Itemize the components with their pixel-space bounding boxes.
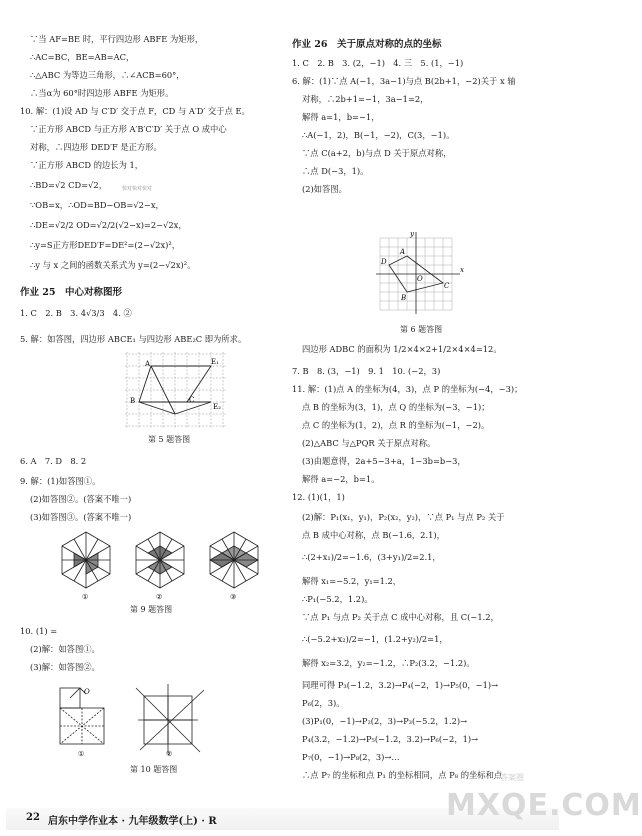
fig5-label: A	[145, 360, 151, 368]
fig10-label: O	[84, 688, 90, 696]
text-line: (3)P₁(0，−1)→P₂(2，3)→P₃(−5.2，1.2)→	[302, 716, 468, 726]
figure-caption: 第 9 题答图	[130, 605, 173, 614]
fig9-label: ②	[156, 593, 163, 601]
fig5-label: E₁	[211, 358, 219, 366]
text-line: ∴BD=√2 CD=√2，	[30, 180, 107, 190]
text-line: ∴y 与 x 之间的函数关系式为 y=(2−√2x)²。	[30, 260, 196, 270]
text-line: ∴DE=√2/2 OD=√2/2(√2−x)=2−√2x，	[30, 220, 187, 230]
fig6-label: C	[444, 282, 450, 290]
watermark-text: 答案圈	[500, 773, 524, 782]
text-line: 6. 解：(1)∵点 A(−1，3a−1)与点 B(2b+1，−2)关于 x 轴	[292, 76, 516, 86]
figure-caption: 第 5 题答图	[148, 435, 191, 444]
fig6-label: x	[460, 266, 464, 274]
fig5-label: C	[189, 396, 195, 404]
figure-caption: 第 10 题答图	[130, 765, 178, 774]
text-line: ∵点 P₁ 与点 P₂ 关于点 C 成中心对称，且 C(−1.2，	[302, 612, 499, 622]
answer-line: (3)如答图③。(答案不唯一)	[30, 512, 132, 522]
text-line: ∵当 AF=BE 时，平行四边形 ABFE 为矩形，	[30, 34, 204, 44]
fig6-label: B	[401, 294, 407, 302]
section-heading-26: 作业 26 关于原点对称的点的坐标	[292, 39, 442, 50]
figure-9-hexagons	[50, 528, 270, 600]
text-line: 解得 x₂=3.2，y₂=−1.2，∴P₂(3.2，−1.2)。	[302, 658, 475, 668]
text-line: ∴(−5.2+x₂)/2=−1，(1.2+y₂)/2=1，	[302, 634, 448, 644]
text-line: ∴点 D(−3，1)。	[302, 166, 369, 176]
answer-line: (2)解：如答图①。	[30, 644, 100, 654]
text-line: 点 B 成中心对称，点 B(−1.6，2.1)，	[302, 530, 445, 540]
answer-line: 6. A 7. D 8. 2	[20, 456, 87, 466]
figure-caption: 第 6 题答图	[400, 325, 443, 334]
text-line: ∵正方形 ABCD 的边长为 1，	[30, 160, 144, 170]
text-line: 四边形 ADBC 的面积为 1/2×4×2+1/2×4×4=12。	[302, 344, 502, 354]
kuaidui-stamp: 快对快对快对	[122, 186, 153, 192]
answer-line: (2)如答图②。(答案不唯一)	[30, 494, 132, 504]
fig5-label: E₂	[213, 403, 221, 411]
page-number: 22	[26, 812, 40, 823]
text-line: 对称，∴2b+1=−1，3a−1=2，	[302, 94, 429, 104]
text-line: 11. 解：(1)点 A 的坐标为(4，3)，点 P 的坐标为(−4，−3)；	[292, 384, 523, 394]
fig6-label: y	[410, 230, 414, 238]
figure-10	[40, 678, 230, 758]
fig6-label: A	[400, 248, 406, 256]
figure-6-coordinate-grid	[372, 228, 472, 318]
fig6-label: O	[417, 275, 423, 283]
text-line: ∴P₁(−5.2，1.2)。	[302, 594, 373, 604]
figure-5-grid	[125, 352, 227, 428]
text-line: ∴当α为 60°时四边形 ABFE 为矩形。	[30, 88, 174, 98]
text-line: P₄(3.2，−1.2)→P₅(−1.2，3.2)→P₆(−2，1)→	[302, 734, 479, 744]
text-line: 10. 解：(1)设 AD 与 C′D′ 交于点 F，CD 与 A′D′ 交于点 E。	[20, 106, 250, 116]
fig10-label: ②	[166, 750, 173, 758]
text-line: P₇(0，−1)→P₈(2，3)→…	[302, 752, 400, 762]
answer-line: 10. (1) =	[20, 626, 58, 636]
text-line: ∵OB=x，∴OD=BD−OB=√2−x，	[30, 200, 164, 210]
text-line: ∵点 C(a+2，b)与点 D 关于原点对称，	[302, 148, 452, 158]
book-title: 启东中学作业本 · 九年级数学(上) · R	[48, 816, 217, 827]
text-line: (3)由题意得，2a+5−3+a，1−3b=b−3，	[302, 456, 466, 466]
watermark-logo: MXQE.COM	[446, 788, 642, 823]
text-line: (2)解：P₁(x₁，y₁)，P₂(x₂，y₂)，∵点 P₁ 与点 P₂ 关于	[302, 512, 505, 522]
text-line: 对称，∴四边形 DED′F 是正方形。	[30, 142, 162, 152]
fig5-label: B	[130, 397, 136, 405]
answer-line: 1. C 2. B 3. 4√3/3 4. ②	[20, 308, 132, 318]
text-line: 7. B 8. (3，−1) 9. 1 10. (−2，3)	[292, 366, 441, 376]
text-line: 点 B 的坐标为(3，1)，点 Q 的坐标为(−3，−1)；	[302, 402, 490, 412]
answer-line: 5. 解：如答图，四边形 ABCE₁ 与四边形 ABE₂C 即为所求。	[20, 334, 247, 344]
text-line: 解得 a=−2，b=1。	[302, 474, 380, 484]
fig9-label: ③	[230, 593, 237, 601]
text-line: 解得 a=1，b=−1，	[302, 112, 380, 122]
text-line: ∴点 P₇ 的坐标和点 P₁ 的坐标相同，点 P₈ 的坐标和点	[302, 770, 503, 780]
text-line: 同理可得 P₃(−1.2，3.2)→P₄(−2，1)→P₅(0，−1)→	[302, 680, 499, 690]
text-line: P₆(2，3)。	[302, 698, 345, 708]
answer-line: 9. 解：(1)如答图①。	[20, 476, 101, 486]
answer-line: (3)解：如答图②。	[30, 662, 100, 672]
text-line: ∴y=S正方形DED′F=DE²=(2−√2x)²，	[30, 240, 181, 250]
text-line: 12. (1)(1，1)	[292, 492, 345, 502]
text-line: 点 C 的坐标为(1，2)，点 R 的坐标为(−1，−2)。	[302, 420, 490, 430]
fig9-label: ①	[82, 593, 89, 601]
text-line: ∴AC=BC，BE=AB=AC，	[30, 52, 135, 62]
fig10-label: ①	[78, 750, 85, 758]
fig6-label: D	[381, 258, 387, 266]
text-line: ∴A(−1，2)，B(−1，−2)，C(3，−1)。	[302, 130, 455, 140]
text-line: ∴(2+x₁)/2=−1.6，(3+y₁)/2=2.1，	[302, 552, 441, 562]
text-line: (2)△ABC 与△PQR 关于原点对称。	[302, 438, 436, 448]
text-line: ∵正方形 ABCD 与正方形 A′B′C′D′ 关于点 O 成中心	[30, 124, 227, 134]
text-line: ∴△ABC 为等边三角形，∴∠ACB=60°，	[30, 70, 185, 80]
text-line: 解得 x₁=−5.2，y₁=1.2，	[302, 576, 402, 586]
text-line: 1. C 2. B 3. (2，−1) 4. 三 5. (1，−1)	[292, 58, 464, 68]
section-heading-25: 作业 25 中心对称图形	[20, 287, 123, 298]
text-line: (2)如答图。	[302, 184, 347, 194]
